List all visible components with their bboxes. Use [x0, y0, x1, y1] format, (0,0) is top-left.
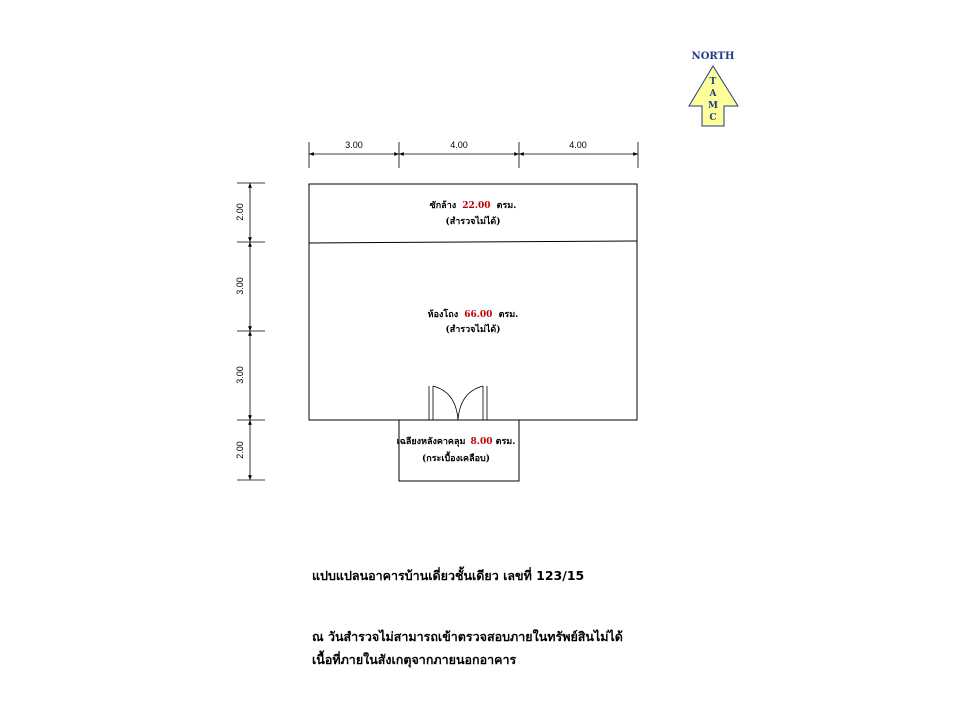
room-unit: ตรม.: [496, 201, 517, 211]
dimension-label: 3.00: [235, 277, 245, 295]
room-name: ซักล้าง: [429, 201, 457, 211]
left-dimension: [237, 183, 265, 480]
room-hall-note: (สำรวจไม่ได้): [445, 325, 501, 335]
north-letter: C: [709, 113, 717, 123]
dimension-label: 2.00: [235, 441, 245, 459]
room-unit: ตรม.: [498, 310, 519, 320]
room-laundry-note: (สำรวจไม่ได้): [445, 217, 501, 227]
dimension-label: 3.00: [345, 140, 363, 150]
north-letter: M: [708, 101, 718, 111]
room-name: เฉลียงหลังคาคลุม: [396, 437, 466, 447]
room-unit: ตรม.: [495, 437, 516, 447]
survey-note-line1: ณ วันสำรวจไม่สามารถเข้าตรวจสอบภายในทรัพย์สินไม่ได้: [312, 629, 623, 644]
room-area: 22.00: [462, 201, 491, 211]
dimension-label: 3.00: [235, 366, 245, 384]
room-name: ห้องโถง: [427, 310, 459, 320]
room-area: 66.00: [464, 310, 493, 320]
plan-title: แปบแปลนอาคารบ้านเดี่ยวชั้นเดียว เลขที่ 123/15: [312, 568, 585, 583]
north-letter: T: [709, 77, 717, 87]
double-door-icon: [429, 386, 487, 420]
dimension-label: 2.00: [235, 203, 245, 221]
dimension-label: 4.00: [450, 140, 468, 150]
room-area: 8.00: [470, 437, 493, 447]
dimension-label: 4.00: [569, 140, 587, 150]
north-letter: A: [709, 89, 717, 99]
room-hall-label: [428, 308, 519, 320]
room-laundry-label: [430, 200, 517, 211]
north-label: NORTH: [691, 51, 735, 62]
north-arrow-icon: [689, 51, 738, 126]
room-porch-note: (กระเบื้องเคลือบ): [422, 454, 490, 464]
survey-note-line2: เนื้อที่ภายในสังเกตุจากภายนอกอาคาร: [312, 652, 517, 667]
room-porch-label: [397, 436, 516, 447]
